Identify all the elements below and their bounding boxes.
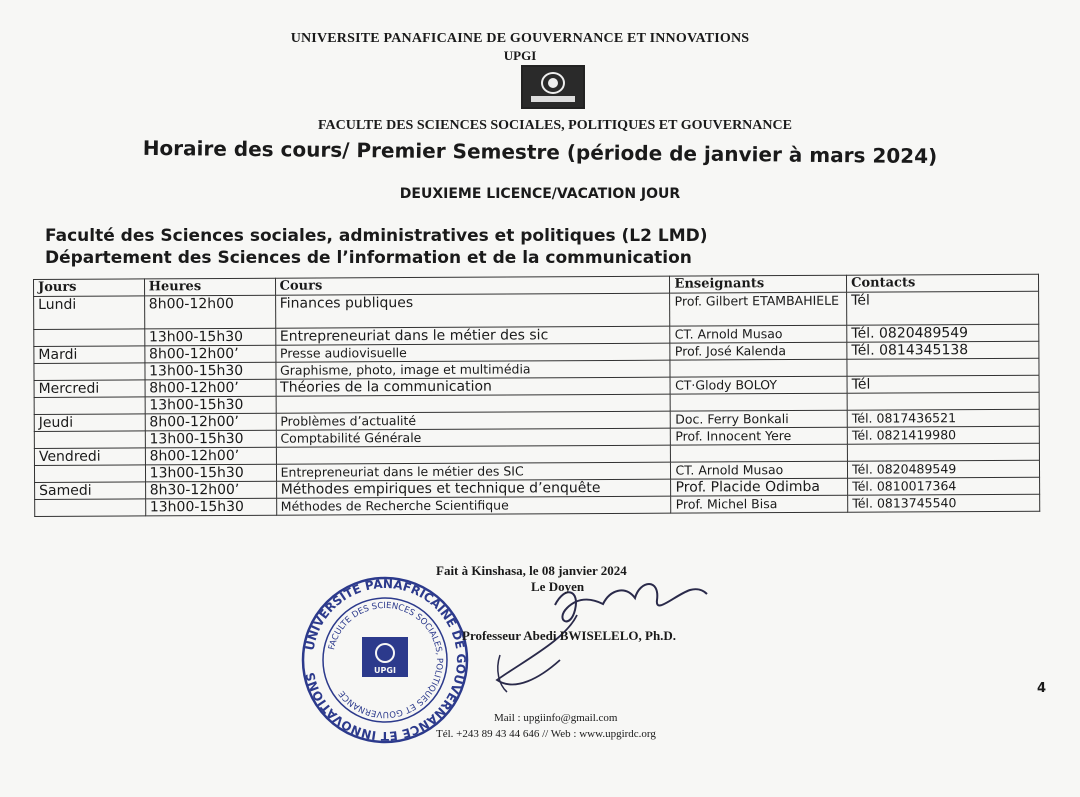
university-acronym: UPGI bbox=[503, 48, 537, 63]
teacher-cell bbox=[670, 359, 847, 377]
course-cell: Méthodes empiriques et technique d’enquête bbox=[276, 479, 671, 498]
day-cell bbox=[34, 465, 145, 483]
teacher-cell: Prof. Placide Odimba bbox=[671, 478, 848, 496]
time-cell: 8h00-12h00’ bbox=[145, 379, 276, 397]
course-cell: Finances publiques bbox=[275, 293, 670, 328]
contact-cell bbox=[847, 358, 1039, 376]
contact-cell: Tél. 0820489549 bbox=[848, 460, 1040, 478]
schedule-table bbox=[33, 274, 1040, 517]
teacher-cell: CT. Arnold Musao bbox=[670, 325, 847, 343]
contact-mail: Mail : upgiinfo@gmail.com bbox=[494, 712, 618, 724]
contact-cell: Tél. 0810017364 bbox=[848, 477, 1040, 495]
day-cell: Mardi bbox=[34, 346, 145, 364]
time-cell: 8h00-12h00 bbox=[144, 295, 275, 329]
contact-cell: Tél bbox=[847, 291, 1039, 325]
contact-cell bbox=[847, 392, 1039, 410]
page-number: 4 bbox=[1037, 681, 1047, 696]
contact-tel-web: Tél. +243 89 43 44 646 // Web : www.upgirdc.org bbox=[436, 728, 656, 740]
header-teachers: Enseignants bbox=[670, 275, 847, 293]
department-name: Département des Sciences de l’information et de la communication bbox=[45, 248, 692, 268]
time-cell: 8h00-12h00’ bbox=[144, 345, 275, 363]
teacher-cell: Prof. Michel Bisa bbox=[671, 495, 848, 513]
time-cell: 13h00-15h30 bbox=[145, 498, 276, 516]
day-cell bbox=[34, 329, 145, 347]
day-cell: Vendredi bbox=[34, 448, 145, 466]
teacher-cell: Doc. Ferry Bonkali bbox=[671, 410, 848, 428]
contact-cell: Tél. 0820489549 bbox=[847, 324, 1039, 342]
day-cell: Mercredi bbox=[34, 380, 145, 398]
day-cell bbox=[34, 431, 145, 449]
contact-cell: Tél. 0817436521 bbox=[847, 409, 1039, 427]
table-row bbox=[34, 291, 1039, 329]
course-cell: Entrepreneuriat dans le métier des SIC bbox=[276, 462, 671, 481]
time-cell: 8h30-12h00’ bbox=[145, 481, 276, 499]
time-cell: 8h00-12h00’ bbox=[145, 447, 276, 465]
faculty-name: FACULTE DES SCIENCES SOCIALES, POLITIQUES ET GOUVERNANCE bbox=[318, 118, 792, 133]
contact-cell: Tél. 0813745540 bbox=[848, 494, 1040, 512]
contact-cell bbox=[847, 443, 1039, 461]
level-title: DEUXIEME LICENCE/VACATION JOUR bbox=[399, 186, 681, 202]
university-name: UNIVERSITE PANAFICAINE DE GOUVERNANCE ET INNOVATIONS bbox=[290, 31, 750, 46]
course-cell: Graphisme, photo, image et multimédia bbox=[276, 360, 671, 379]
teacher-cell: CT. Arnold Musao bbox=[671, 461, 848, 479]
header-hours: Heures bbox=[144, 278, 275, 296]
dean-name: Professeur Abedi BWISELELO, Ph.D. bbox=[462, 628, 677, 643]
header-courses: Cours bbox=[275, 276, 670, 295]
header-days: Jours bbox=[34, 279, 145, 297]
day-cell bbox=[34, 363, 145, 381]
header-contacts: Contacts bbox=[847, 274, 1039, 292]
time-cell: 8h00-12h00’ bbox=[145, 413, 276, 431]
day-cell: Jeudi bbox=[34, 414, 145, 432]
course-cell bbox=[276, 445, 671, 464]
time-cell: 13h00-15h30 bbox=[145, 464, 276, 482]
time-cell: 13h00-15h30 bbox=[145, 396, 276, 414]
dean-title: Le Doyen bbox=[531, 579, 585, 594]
teacher-cell: Prof. Innocent Yere bbox=[671, 427, 848, 445]
svg-text:UPGI: UPGI bbox=[374, 666, 396, 675]
course-cell: Presse audiovisuelle bbox=[275, 343, 670, 362]
day-cell: Samedi bbox=[35, 482, 146, 500]
course-cell: Entrepreneuriat dans le métier des sic bbox=[275, 326, 670, 345]
svg-text:UNIVERSITE PANAFRICAINE DE GOU: UNIVERSITE PANAFRICAINE DE GOUVERNANCE ET INNOVATIONS bbox=[302, 576, 469, 744]
contact-cell: Tél. 0814345138 bbox=[847, 341, 1039, 359]
teacher-cell bbox=[671, 444, 848, 462]
teacher-cell: Prof. José Kalenda bbox=[670, 342, 847, 360]
teacher-cell: CT·Glody BOLOY bbox=[671, 376, 848, 394]
contact-cell: Tél. 0821419980 bbox=[847, 426, 1039, 444]
faculty-seal bbox=[300, 575, 470, 745]
time-cell: 13h00-15h30 bbox=[144, 328, 275, 346]
course-cell: Méthodes de Recherche Scientifique bbox=[276, 496, 671, 515]
course-cell: Comptabilité Générale bbox=[276, 428, 671, 447]
day-cell: Lundi bbox=[34, 296, 145, 330]
time-cell: 13h00-15h30 bbox=[145, 430, 276, 448]
place-date: Fait à Kinshasa, le 08 janvier 2024 bbox=[436, 563, 627, 578]
teacher-cell: Prof. Gilbert ETAMBAHIELE bbox=[670, 292, 847, 326]
teacher-cell bbox=[671, 393, 848, 411]
time-cell: 13h00-15h30 bbox=[145, 362, 276, 380]
course-cell: Théories de la communication bbox=[276, 377, 671, 396]
svg-text:FACULTE DES SCIENCES SOCIALES,: FACULTE DES SCIENCES SOCIALES, POLITIQUES ET GOUVERNANCE bbox=[327, 600, 445, 720]
day-cell bbox=[35, 499, 146, 517]
faculty-full-name: Faculté des Sciences sociales, administratives et politiques (L2 LMD) bbox=[45, 226, 708, 246]
course-cell bbox=[276, 394, 671, 413]
course-cell: Problèmes d’actualité bbox=[276, 411, 671, 430]
day-cell bbox=[34, 397, 145, 415]
schedule-title: Horaire des cours/ Premier Semestre (période de janvier à mars 2024) bbox=[142, 135, 938, 169]
university-logo bbox=[521, 65, 585, 109]
contact-cell: Tél bbox=[847, 375, 1039, 393]
